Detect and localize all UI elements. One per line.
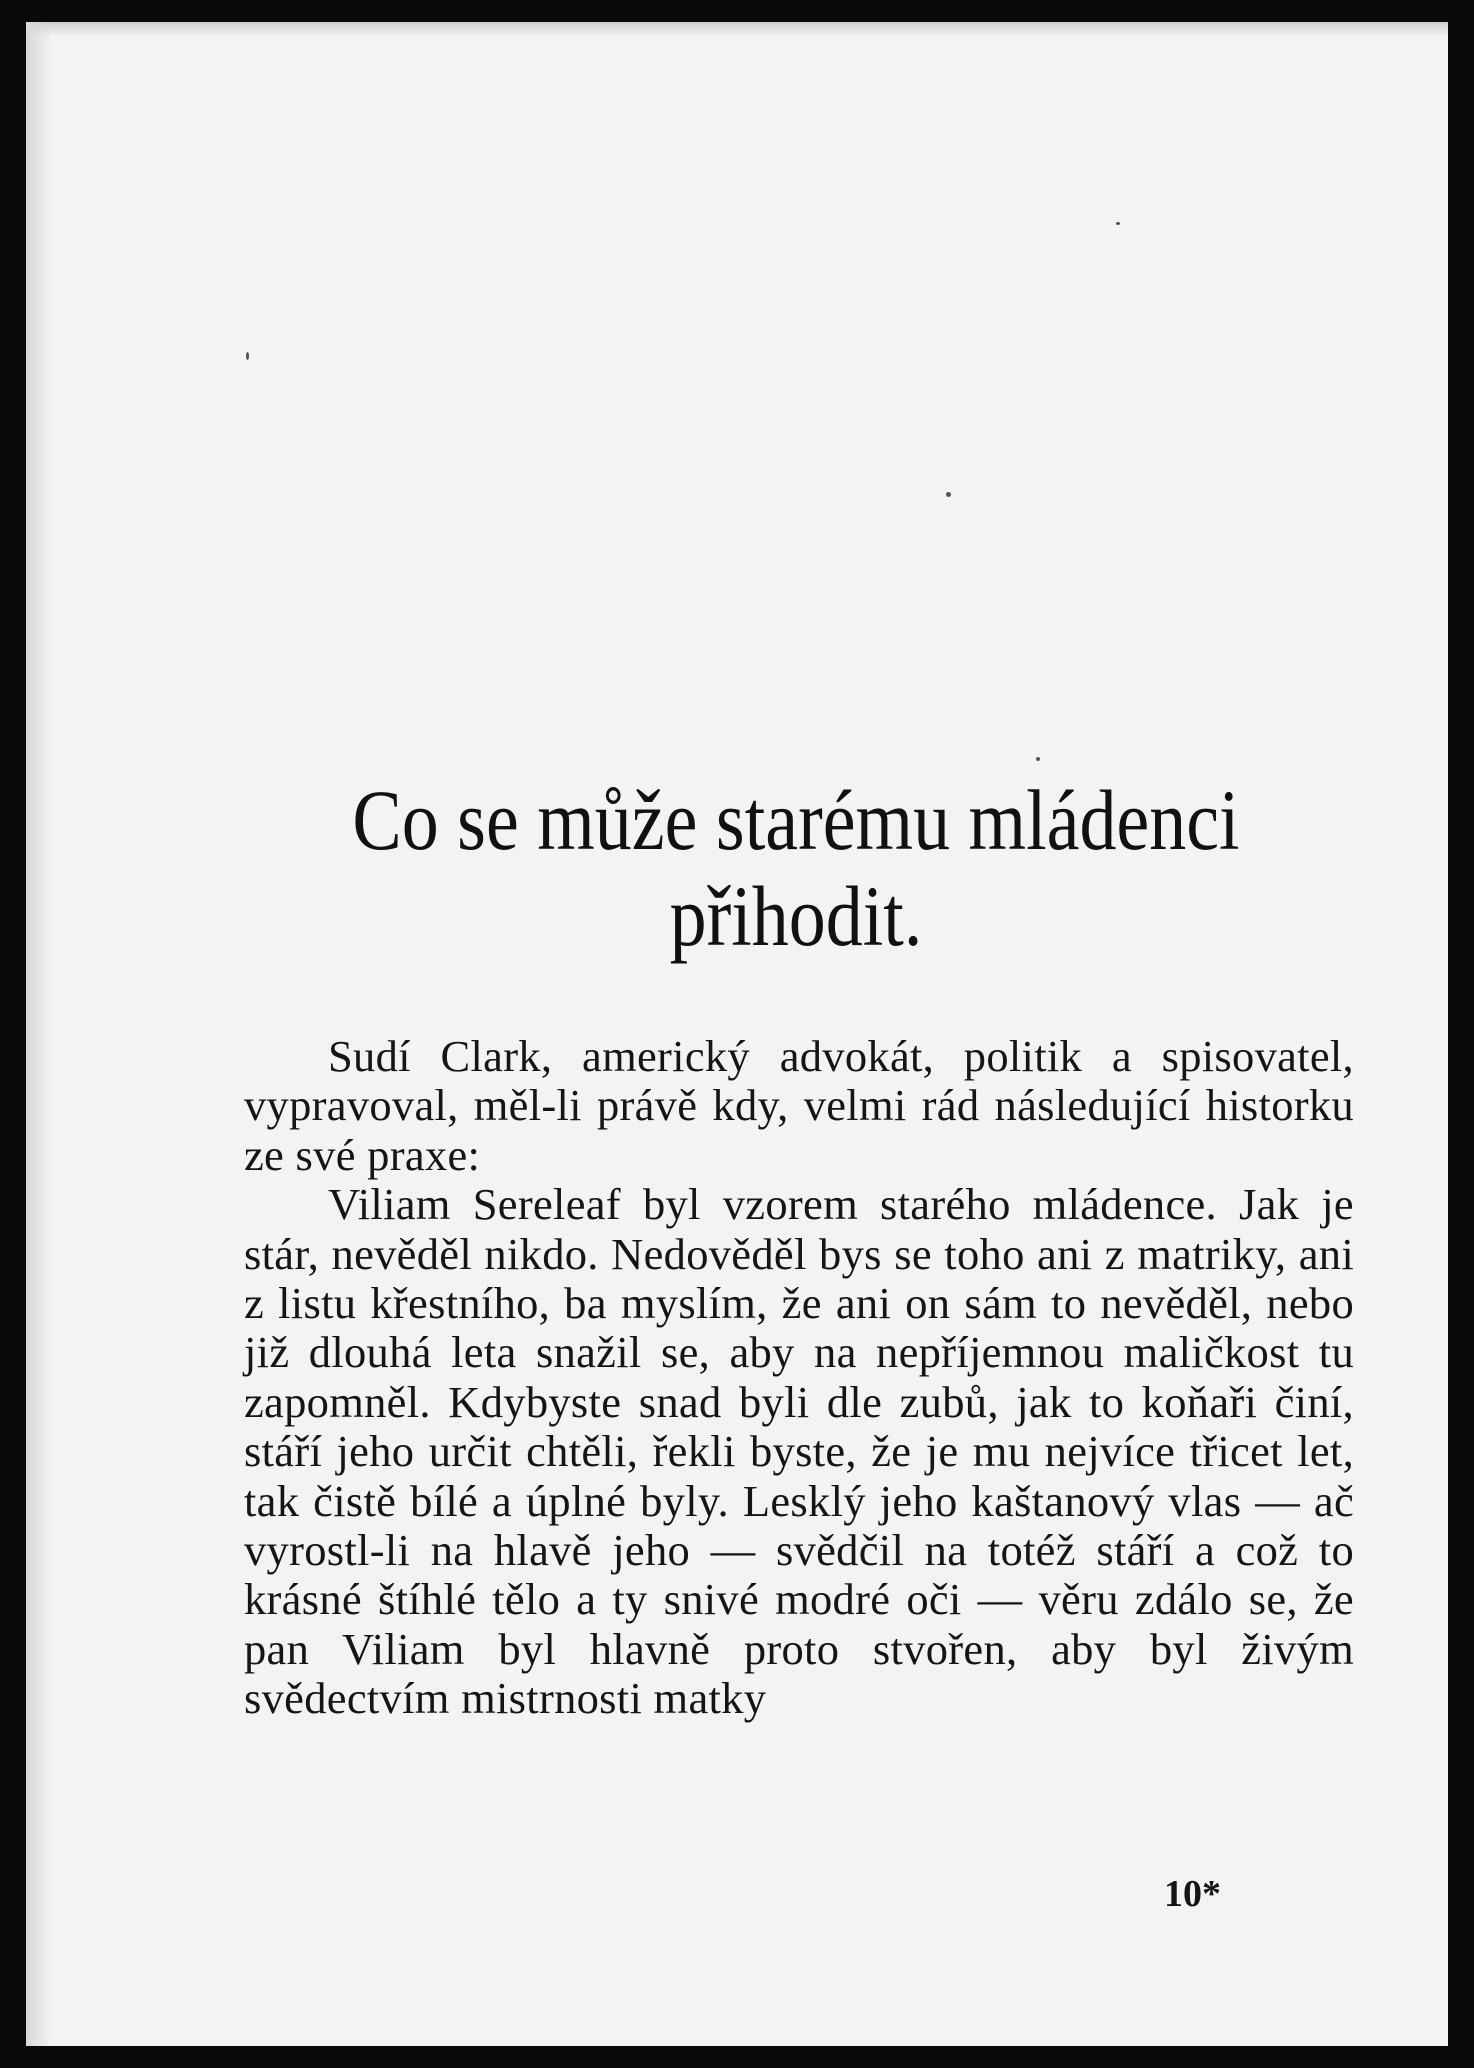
body-text [244,1032,1354,1724]
paragraph: Sudí Clark, americký advokát, politik a spisovatel, vypravoval, měl-li právě kdy, velmi rád následující historku ze své praxe: [244,1031,1354,1180]
print-speck [946,492,951,497]
print-speck [1036,757,1040,761]
paragraph: Viliam Sereleaf byl vzorem starého mládence. Jak je stár, nevěděl nikdo. Nedověděl bys se toho ani z matriky, ani z listu křestního, ba myslím, že ani on sám to nevěděl, nebo již dlouhá leta snažil se, aby na nepříjemnou maličkost tu zapomněl. Kdybyste snad byli dle zubů, jak to koňaři činí, stáří jeho určit chtěli, řekli byste, že je mu nejvíce třicet let, tak čistě bílé a úplné byly. Lesklý jeho kaštanový vlas — ač vyrostl-li na hlavě jeho — svědčil na totéž stáří a což to krásné štíhlé tělo a ty snivé modré oči — věru zdálo se, že pan Viliam byl hlavně proto stvořen, aby byl živým svědectvím mistrnosti matky [244,1179,1354,1724]
page-number: 10* [1164,1873,1221,1915]
chapter-title [306,772,1286,964]
chapter-title-line-2: přihodit. [669,868,923,964]
chapter-title-line-1: Co se může starému mládenci [352,772,1240,868]
book-page [26,22,1448,2046]
print-speck [1116,222,1120,225]
print-speck [246,352,249,360]
